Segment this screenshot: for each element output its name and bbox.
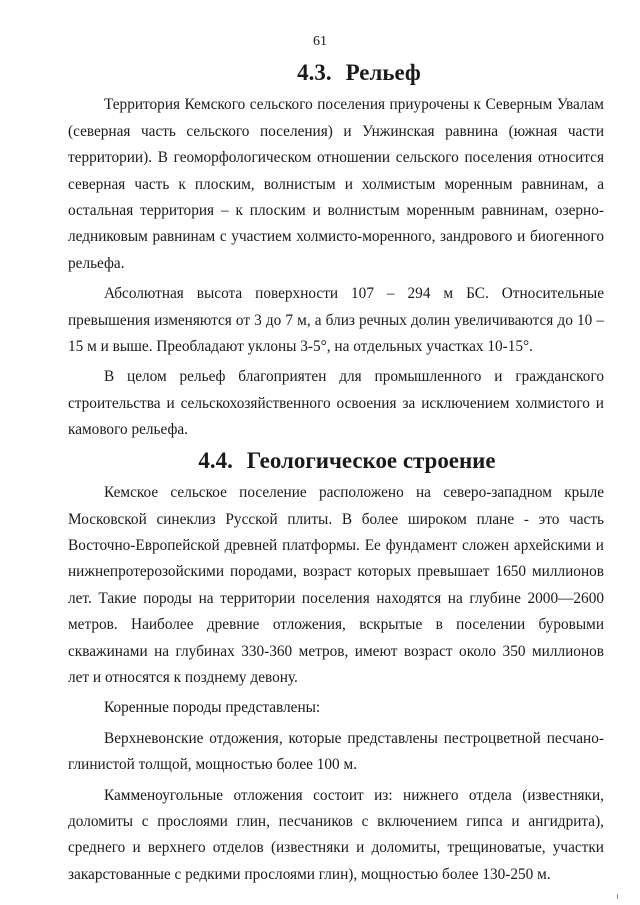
paragraph: Верхневонские отдожения, которые представлены пестроцветной песчано-глинистой толщой, мощностью более 100 м.: [68, 729, 604, 774]
section-number: 4.4.: [198, 447, 233, 473]
scan-artifact: [617, 894, 618, 899]
section-title: Рельеф: [345, 60, 421, 85]
paragraph: Коренные породы представлены:: [104, 699, 321, 717]
section-heading-geology: [68, 446, 604, 474]
document-body: [68, 58, 604, 888]
paragraph: Абсолютная высота поверхности 107 – 294 м БС. Относительные превышения изменяются от 3 до 7 м, а близ речных долин увеличиваются до 10 – 15 м и выше. Преобладают уклоны 3-5°, на отдельных участках 10-15°.: [68, 285, 604, 356]
paragraph: Камменоугольные отложения состоит из: нижнего отдела (известняки, доломиты с прослоями глин, песчаников с включением гипса и ангидрита), среднего и верхнего отделов (известняки и доломиты, трещиноватые, участки закарстованные с редкими прослоями глин), мощностью более 130-250 м.: [68, 786, 604, 883]
page-number: 61: [313, 34, 327, 49]
paragraph: В целом рельеф благоприятен для промышленного и гражданского строительства и сельскохозяйственного освоения за исключением холмистого и камового рельефа.: [68, 368, 604, 439]
paragraph: Кемское сельское поселение расположено на северо-западном крыле Московской синеклиз Русской плиты. В более широком плане - это часть Восточно-Европейской древней платформы. Ее фундамент сложен архейскими и нижнепротерозойскими породами, возраст которых превышает 1650 миллионов лет. Такие породы на территории поселения находятся на глубине 2000—2600 метров. Наиболее древние отложения, вскрытые в поселении буровыми скважинами на глубинах 330-360 метров, имеют возраст около 350 миллионов лет и относятся к позднему девону.: [68, 484, 604, 686]
paragraph: Территория Кемского сельского поселения приурочены к Северным Увалам (северная часть сельского поселения) и Унжинская равнина (южная части территории). В геоморфологическом отношении сельского поселения относится северная часть к плоским, волнистым и холмистым моренным равнинам, а остальная территория – к плоским и волнистым моренным равнинам, озерно-ледниковым равнинам с участием холмисто-моренного, зандрового и биогенного рельефа.: [68, 96, 604, 272]
section-number: 4.3.: [297, 60, 332, 85]
section-title: Геологическое строение: [246, 447, 496, 473]
section-heading-relief: [68, 58, 604, 86]
